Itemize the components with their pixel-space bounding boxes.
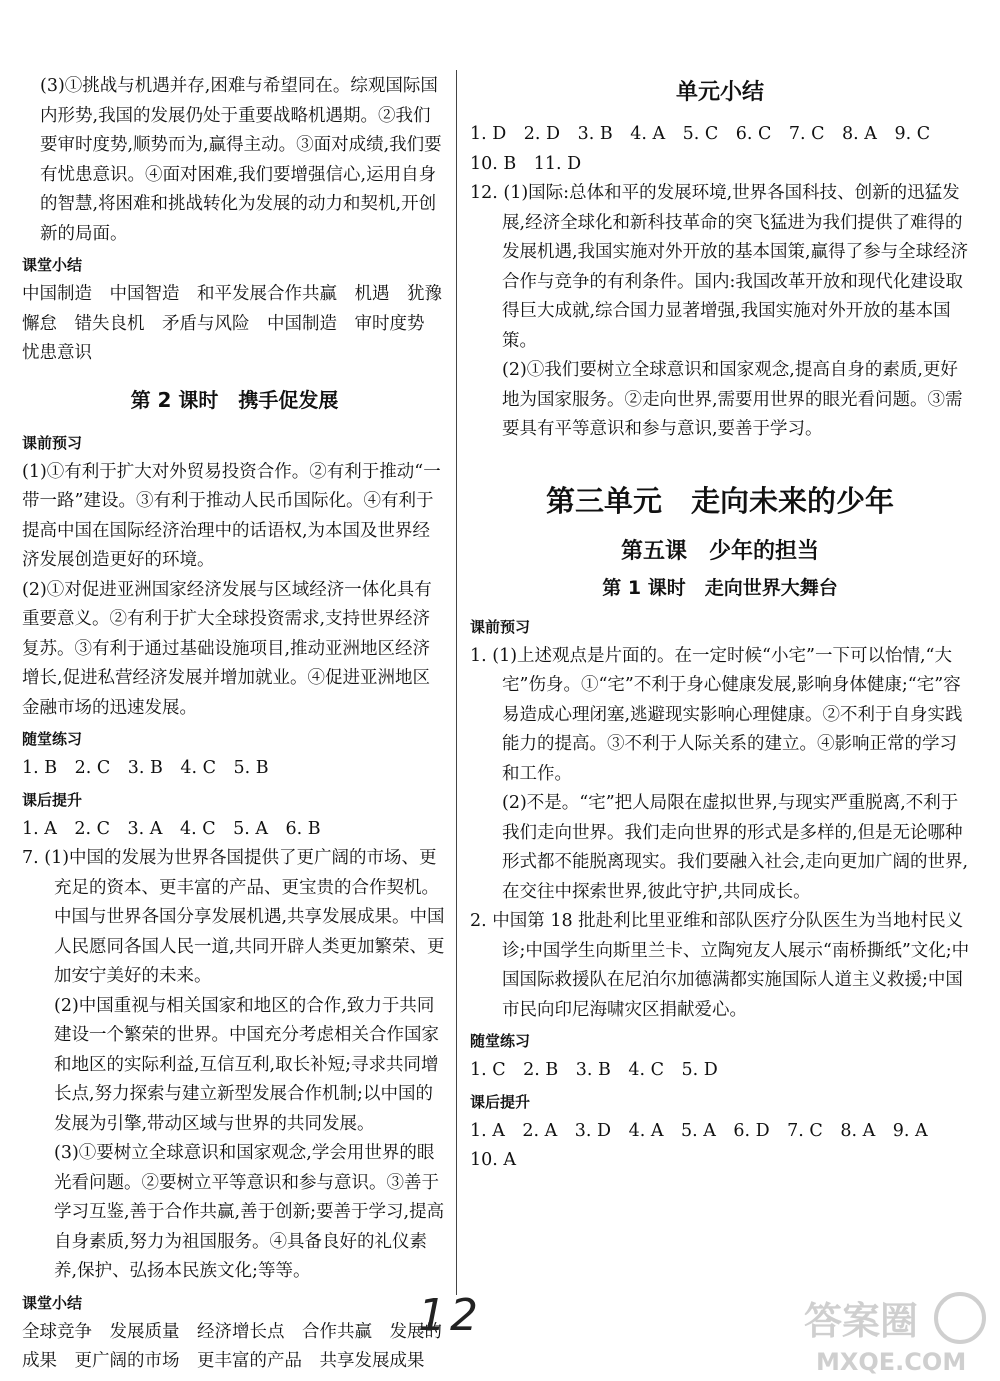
unit-answers-2: 10. B 11. D xyxy=(470,153,582,174)
practice-answers: 1. B 2. C 3. B 4. C 5. B xyxy=(22,758,269,778)
lesson-title: 第 2 课时 携手促发展 xyxy=(130,387,339,412)
column-divider xyxy=(456,70,457,1295)
watermark-logo xyxy=(800,1290,990,1375)
lesson-5-title: 第五课 少年的担当 xyxy=(620,538,819,564)
unit-title: 第三单元 走向未来的少年 xyxy=(545,483,894,518)
preview-question-2: 2. 中国第 18 批赴利比里亚维和部队医疗分队医生为当地村民义诊;中国学生向斯里兰卡、立陶宛友人展示“南桥撕纸”文化;中国国际救援队在尼泊尔加德满都实施国际人道主义救援;中国市民向印尼海啸灾区捐献爱心。 xyxy=(470,911,970,1020)
class-summary-text-2: 全球竞争 发展质量 经济增长点 合作共赢 发展的成果 更广阔的市场 更丰富的产品 共享发展成果 xyxy=(22,1321,442,1371)
heading-class-summary: 课堂小结 xyxy=(22,256,83,274)
heading-improve-right: 课后提升 xyxy=(470,1092,531,1111)
watermark-text: 答案圈 xyxy=(804,1299,919,1343)
period-title: 第 1 课时 走向世界大舞台 xyxy=(602,576,838,599)
preview-answer-2: (2)①对促进亚洲国家经济发展与区域经济一体化具有重要意义。②有利于扩大全球投资需求,支持世界经济复苏。③有利于通过基础设施项目,推动亚洲地区经济增长,促进私营经济发展并增加就业。④促进亚洲地区金融市场的迅速发展。 xyxy=(22,579,432,718)
preview-question-1-part-2: (2)不是。“宅”把人局限在虚拟世界,与现实严重脱离,不利于我们走向世界。我们走向世界的形式是多样的,但是无论哪种形式都不能脱离现实。我们要融入社会,走向更加广阔的世界,在交往中探索世界,彼此守护,共同成长。 xyxy=(502,793,969,902)
heading-preview-right: 课前预习 xyxy=(470,617,531,636)
class-summary-text: 中国制造 中国智造 和平发展合作共赢 机遇 犹豫懈怠 错失良机 矛盾与风险 中国制造 审时度势 忧患意识 xyxy=(22,284,442,363)
preview-answer-1: (1)①有利于扩大对外贸易投资合作。②有利于推动“一带一路”建设。③有利于推动人民币国际化。④有利于提高中国在国际经济治理中的话语权,为本国及世界经济发展创造更好的环境。 xyxy=(22,461,441,570)
question-7-part-1: 7. (1)中国的发展为世界各国提供了更广阔的市场、更充足的资本、更丰富的产品、更宝贵的合作契机。中国与世界各国分享发展机遇,共享发展成果。中国人民愿同各国人民一道,共同开辟人类更加繁荣、更加安宁美好的未来。 xyxy=(22,848,445,986)
question-7-part-3: (3)①要树立全球意识和国家观念,学会用世界的眼光看问题。②要树立平等意识和参与意识。③善于学习互鉴,善于合作共赢,善于创新;要善于学习,提高自身素质,努力为祖国服务。④具备良好的礼仪素养,保护、弘扬本民族文化;等等。 xyxy=(54,1143,445,1281)
question-7-part-2: (2)中国重视与相关国家和地区的合作,致力于共同建设一个繁荣的世界。中国充分考虑相关合作国家和地区的实际利益,互信互利,取长补短;寻求共同增长点,努力探索与建立新型发展合作机制;以中国的发展为引擎,带动区域与世界的共同发展。 xyxy=(54,995,439,1134)
question-12-part-2: (2)①我们要树立全球意识和国家观念,提高自身的素质,更好地为国家服务。②走向世界,需要用世界的眼光看问题。③需要具有平等意识和参与意识,要善于学习。 xyxy=(502,360,963,439)
improve-answers: 1. A 2. C 3. A 4. C 5. A 6. B xyxy=(22,818,321,839)
unit-answers-1: 1. D 2. D 3. B 4. A 5. C 6. C 7. C 8. A 9. C xyxy=(470,124,931,144)
heading-preview: 课前预习 xyxy=(22,433,83,452)
right-column xyxy=(470,76,970,1176)
watermark-url: MXQE.COM xyxy=(816,1348,967,1375)
heading-class-summary-2: 课堂小结 xyxy=(22,1293,83,1312)
preview-question-1-part-1: 1. (1)上述观点是片面的。在一定时候“小宅”一下可以怡情,“大宅”伤身。①“宅”不利于身心健康发展,影响身体健康;“宅”容易造成心理闭塞,逃避现实影响心理健康。②不利于自身实践能力的提高。③不利于人际关系的建立。④影响正常的学习和工作。 xyxy=(470,645,963,784)
left-column xyxy=(22,72,447,1377)
practice-answers-right: 1. C 2. B 3. B 4. C 5. D xyxy=(470,1060,718,1080)
paragraph-3: (3)①挑战与机遇并存,困难与希望同在。综观国际国内形势,我国的发展仍处于重要战略机遇期。②我们要审时度势,顺势而为,赢得主动。③面对成绩,我们要有忧患意识。④面对困难,我们要增强信心,运用自身的智慧,将困难和挑战转化为发展的动力和契机,开创新的局面。 xyxy=(40,76,442,244)
heading-practice: 随堂练习 xyxy=(22,730,83,748)
improve-answers-right-2: 10. A xyxy=(470,1150,517,1170)
heading-practice-right: 随堂练习 xyxy=(470,1032,531,1050)
question-12-part-1: 12. (1)国际:总体和平的发展环境,世界各国科技、创新的迅猛发展,经济全球化和新科技革命的突飞猛进为我们提供了难得的发展机遇,我国实施对外开放的基本国策,赢得了参与全球经济合作与竞争的有利条件。国内:我国改革开放和现代化建设取得巨大成就,综合国力显著增强,我国实施对外开放的基本国策。 xyxy=(470,183,969,351)
unit-summary-title: 单元小结 xyxy=(675,80,764,105)
heading-improve: 课后提升 xyxy=(22,790,83,809)
page-number: 12 xyxy=(418,1290,482,1341)
improve-answers-right-1: 1. A 2. A 3. D 4. A 5. A 6. D 7. C 8. A 9. A xyxy=(470,1120,928,1141)
